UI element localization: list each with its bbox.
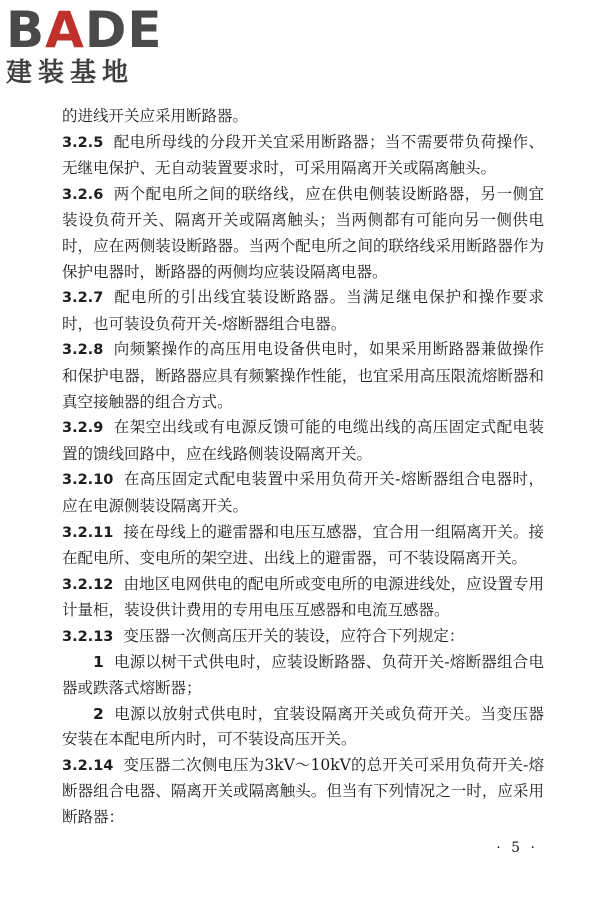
clause-text: 变压器二次侧电压为3kV～10kV的总开关可采用负荷开关-熔断器组合电器、隔离开关或隔离触头。但当有下列情况之一时，应采用断路器： — [62, 755, 544, 827]
clause-text: 由地区电网供电的配电所或变电所的电源进线处，应设置专用计量柜，装设供计费用的专用电压互感器和电流互感器。 — [62, 574, 544, 620]
list-item-2 — [62, 702, 544, 753]
clause-3-2-14 — [62, 753, 544, 831]
clause-number: 3.2.7 — [62, 290, 104, 307]
clause-3-2-7 — [62, 285, 544, 337]
clause-3-2-6 — [62, 182, 544, 285]
clause-3-2-5 — [62, 130, 544, 182]
list-item-text: 电源以放射式供电时，宜装设隔离开关或负荷开关。当变压器安装在本配电所内时，可不装设高压开关。 — [62, 704, 544, 749]
brand-wordmark: BADE — [6, 1, 163, 59]
clause-text: 在高压固定式配电装置中采用负荷开关-熔断器组合电器时，应在电源侧装设隔离开关。 — [62, 470, 544, 515]
clause-3-2-12 — [62, 572, 544, 624]
clause-3-2-10 — [62, 467, 544, 519]
brand-subtitle: 建装基地 — [6, 58, 135, 88]
paragraph-continuation: 的进线开关应采用断路器。 — [62, 107, 249, 125]
document-body — [62, 104, 544, 831]
clause-3-2-8 — [62, 337, 544, 415]
clause-number: 3.2.10 — [62, 472, 114, 489]
list-item-1 — [62, 650, 544, 701]
clause-text: 配电所母线的分段开关宜采用断路器；当不需要带负荷操作、无继电保护、无自动装置要求时，可采用隔离开关或隔离触头。 — [62, 132, 544, 178]
list-item-number: 2 — [93, 704, 104, 723]
brand-logo — [6, 1, 176, 88]
clause-number: 3.2.11 — [62, 524, 114, 541]
clause-3-2-11 — [62, 520, 544, 572]
clause-number: 3.2.8 — [62, 342, 104, 359]
clause-number: 3.2.5 — [62, 134, 104, 151]
clause-3-2-9 — [62, 415, 544, 467]
clause-text: 接在母线上的避雷器和电压互感器，宜合用一组隔离开关。接在配电所、变电所的架空进、出线上的避雷器，可不装设隔离开关。 — [62, 522, 544, 568]
list-item-text: 电源以树干式供电时，应装设断路器、负荷开关-熔断器组合电器或跌落式熔断器； — [62, 653, 544, 698]
list-item-number: 1 — [93, 653, 104, 672]
brand-accent-letter: A — [45, 1, 85, 59]
clause-text: 配电所的引出线宜装设断路器。当满足继电保护和操作要求时，也可装设负荷开关-熔断器组合电器。 — [62, 288, 544, 333]
clause-number: 3.2.13 — [62, 628, 114, 645]
clause-number: 3.2.12 — [62, 576, 114, 593]
clause-text: 在架空出线或有电源反馈可能的电缆出线的高压固定式配电装置的馈线回路中，应在线路侧装设隔离开关。 — [62, 418, 544, 463]
clause-number: 3.2.9 — [62, 420, 104, 437]
clause-text: 变压器一次侧高压开关的装设，应符合下列规定： — [123, 626, 465, 645]
clause-number: 3.2.6 — [62, 186, 104, 203]
page-number: · 5 · — [496, 840, 538, 856]
clause-text: 向频繁操作的高压用电设备供电时，如果采用断路器兼做操作和保护电器，断路器应具有频繁操作性能，也宜采用高压限流熔断器和真空接触器的组合方式。 — [62, 340, 544, 411]
clause-3-2-13 — [62, 624, 544, 651]
clause-number: 3.2.14 — [62, 757, 114, 774]
clause-text: 两个配电所之间的联络线，应在供电侧装设断路器，另一侧宜装设负荷开关、隔离开关或隔离触头；当两侧都有可能向另一侧供电时，应在两侧装设断路器。当两个配电所之间的联络线采用断路器作为保护电器时，断路器的两侧均应装设隔离电器。 — [62, 184, 544, 281]
